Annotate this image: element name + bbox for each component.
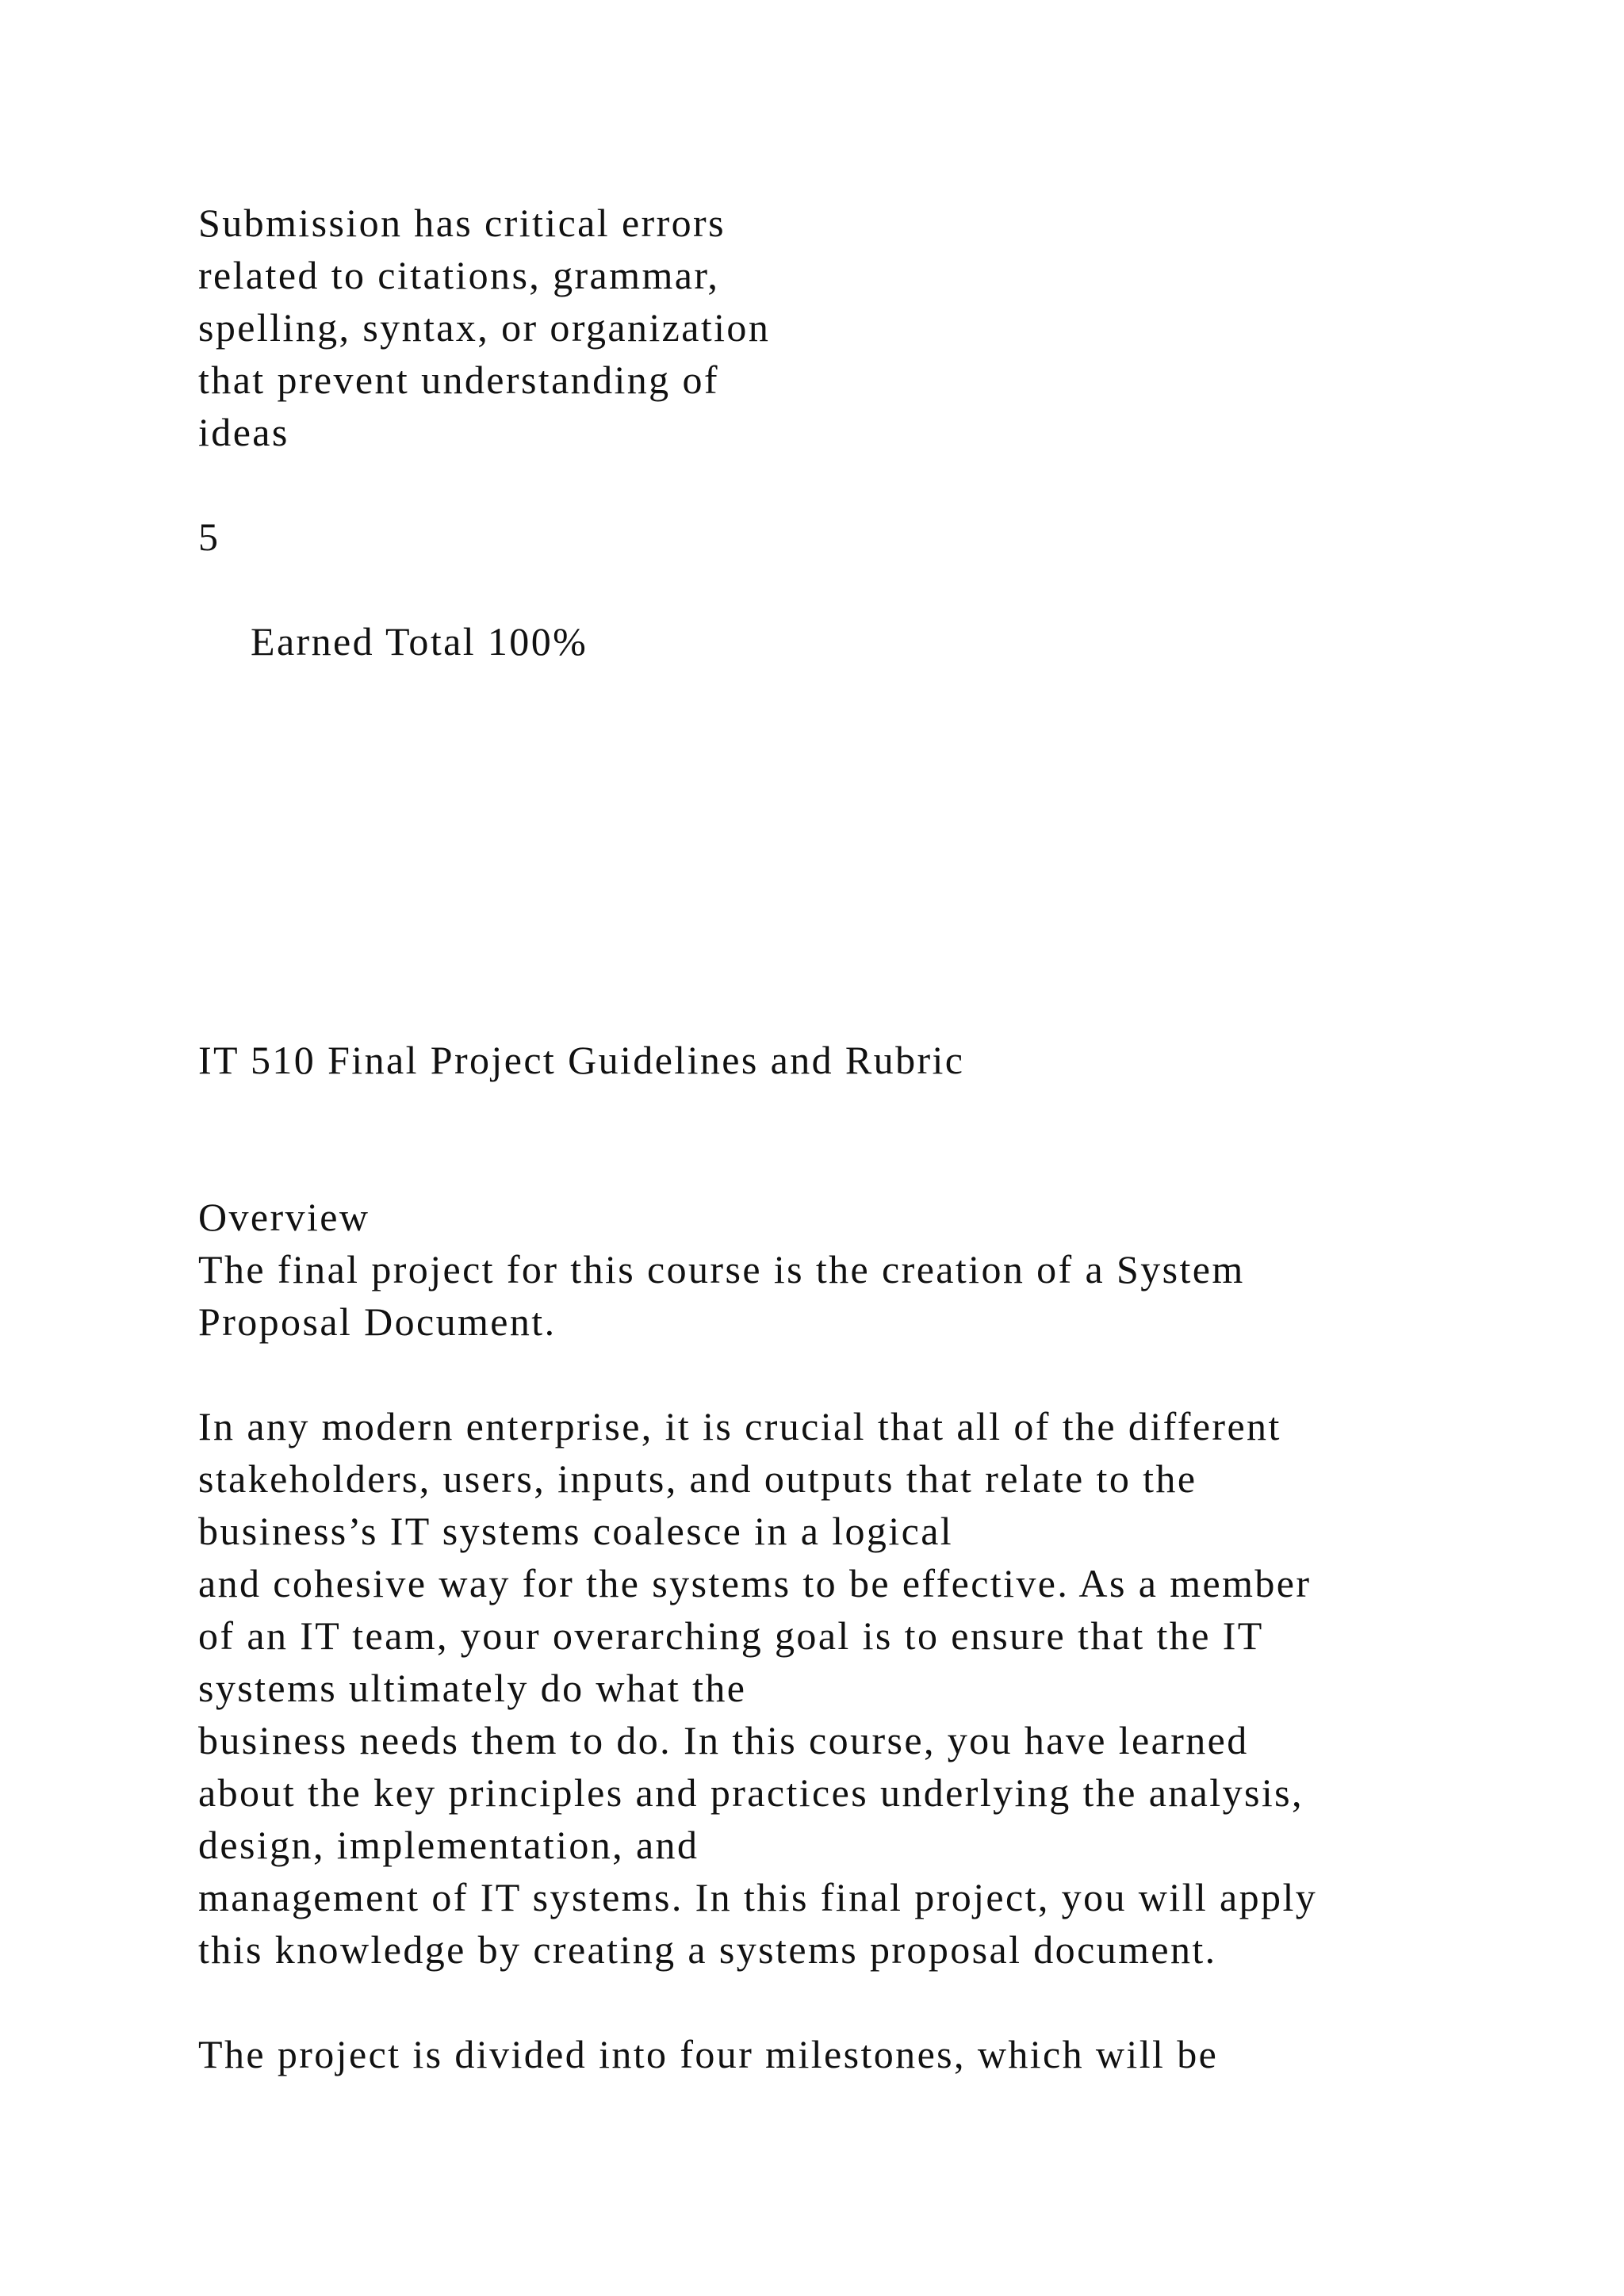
earned-total: Earned Total 100% xyxy=(251,619,588,664)
paragraph-line: about the key principles and practices underlying the analysis, xyxy=(198,1770,1304,1815)
document-title: IT 510 Final Project Guidelines and Rubric xyxy=(198,1038,965,1082)
rubric-criterion-line: related to citations, grammar, xyxy=(198,253,720,297)
paragraph-line: Proposal Document. xyxy=(198,1299,557,1344)
paragraph-line: design, implementation, and xyxy=(198,1823,699,1867)
paragraph-line: stakeholders, users, inputs, and outputs that relate to the xyxy=(198,1456,1197,1501)
paragraph-line: business’s IT systems coalesce in a logical xyxy=(198,1509,954,1553)
paragraph-line: In any modern enterprise, it is crucial that all of the different xyxy=(198,1404,1281,1448)
paragraph-line: and cohesive way for the systems to be effective. As a member xyxy=(198,1561,1312,1605)
paragraph-line: business needs them to do. In this course, you have learned xyxy=(198,1718,1249,1762)
rubric-criterion-line: ideas xyxy=(198,410,289,454)
rubric-value: 5 xyxy=(198,515,220,559)
overview-heading: Overview xyxy=(198,1195,370,1239)
rubric-criterion-line: that prevent understanding of xyxy=(198,358,719,402)
paragraph-line: The project is divided into four milestones, which will be xyxy=(198,2032,1219,2076)
paragraph-line: this knowledge by creating a systems proposal document. xyxy=(198,1927,1217,1972)
paragraph-line: The final project for this course is the creation of a System xyxy=(198,1247,1245,1292)
rubric-criterion-line: spelling, syntax, or organization xyxy=(198,305,771,350)
rubric-criterion-line: Submission has critical errors xyxy=(198,201,726,245)
paragraph-line: of an IT team, your overarching goal is to ensure that the IT xyxy=(198,1613,1264,1658)
paragraph-line: management of IT systems. In this final project, you will apply xyxy=(198,1875,1318,1919)
paragraph-line: systems ultimately do what the xyxy=(198,1666,747,1710)
